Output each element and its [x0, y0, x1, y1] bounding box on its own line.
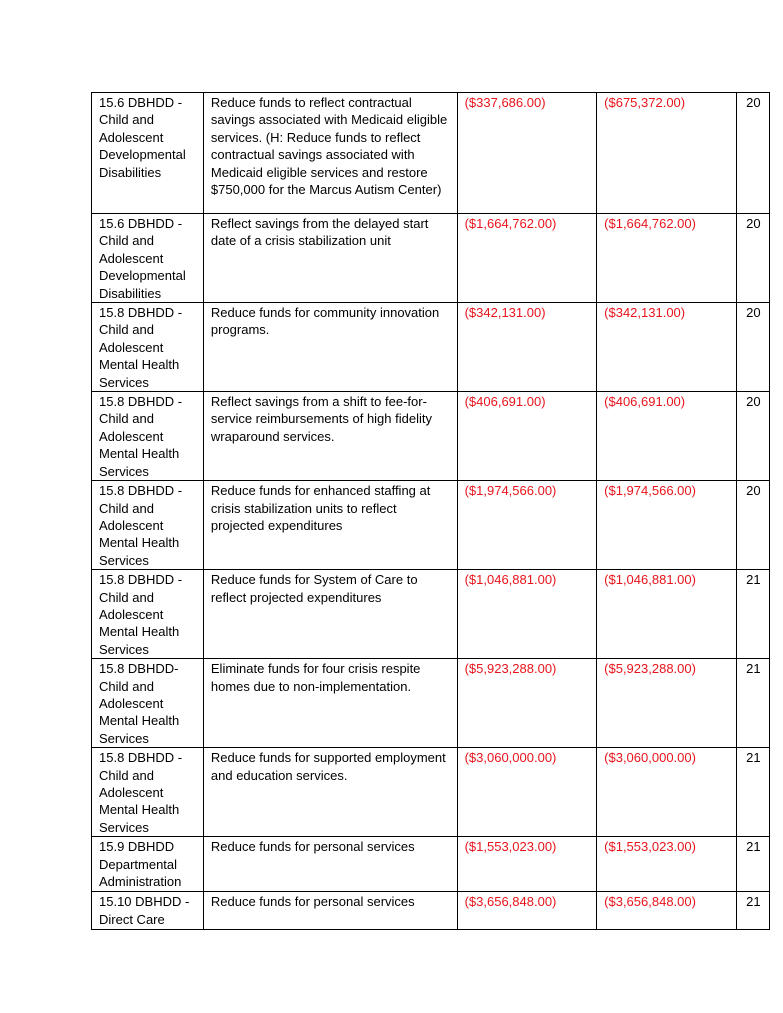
amount-2-cell: ($1,974,566.00): [597, 481, 737, 570]
page-number-cell: 20: [736, 392, 769, 481]
budget-table: [91, 92, 770, 930]
description-cell: Eliminate funds for four crisis respite homes due to non-implementation.: [203, 659, 457, 748]
table-row: [92, 303, 770, 392]
table-row: [92, 392, 770, 481]
page-number-cell: 20: [736, 93, 769, 214]
page-number-cell: 21: [736, 837, 769, 892]
description-cell: Reduce funds to reflect contractual savings associated with Medicaid eligible services. (H: Reduce funds to reflect contractual savings associated with Medicaid eligible services and restore $750,000 for the Marcus Autism Center): [203, 93, 457, 214]
amount-2-cell: ($3,060,000.00): [597, 748, 737, 837]
table-row: [92, 659, 770, 748]
amount-1-cell: ($3,656,848.00): [457, 892, 597, 930]
page-number-cell: 21: [736, 659, 769, 748]
amount-1-cell: ($1,664,762.00): [457, 214, 597, 303]
program-cell: 15.8 DBHDD - Child and Adolescent Mental Health Services: [92, 392, 204, 481]
description-cell: Reduce funds for community innovation programs.: [203, 303, 457, 392]
program-cell: 15.8 DBHDD - Child and Adolescent Mental Health Services: [92, 570, 204, 659]
amount-1-cell: ($1,553,023.00): [457, 837, 597, 892]
page-number-cell: 20: [736, 214, 769, 303]
program-cell: 15.8 DBHDD - Child and Adolescent Mental Health Services: [92, 303, 204, 392]
description-cell: Reduce funds for supported employment and education services.: [203, 748, 457, 837]
amount-2-cell: ($342,131.00): [597, 303, 737, 392]
page-number-cell: 21: [736, 892, 769, 930]
page-number-cell: 20: [736, 303, 769, 392]
program-cell: 15.8 DBHDD- Child and Adolescent Mental Health Services: [92, 659, 204, 748]
amount-1-cell: ($337,686.00): [457, 93, 597, 214]
program-cell: 15.9 DBHDD Departmental Administration: [92, 837, 204, 892]
description-cell: Reduce funds for personal services: [203, 892, 457, 930]
page-number-cell: 21: [736, 570, 769, 659]
amount-2-cell: ($1,553,023.00): [597, 837, 737, 892]
description-cell: Reduce funds for personal services: [203, 837, 457, 892]
amount-1-cell: ($1,046,881.00): [457, 570, 597, 659]
table-row: [92, 837, 770, 892]
table-row: [92, 570, 770, 659]
amount-1-cell: ($3,060,000.00): [457, 748, 597, 837]
program-cell: 15.8 DBHDD - Child and Adolescent Mental Health Services: [92, 748, 204, 837]
page-number-cell: 20: [736, 481, 769, 570]
table-row: [92, 748, 770, 837]
amount-1-cell: ($406,691.00): [457, 392, 597, 481]
description-cell: Reflect savings from the delayed start date of a crisis stabilization unit: [203, 214, 457, 303]
amount-2-cell: ($1,046,881.00): [597, 570, 737, 659]
amount-2-cell: ($3,656,848.00): [597, 892, 737, 930]
description-cell: Reduce funds for System of Care to reflect projected expenditures: [203, 570, 457, 659]
amount-2-cell: ($5,923,288.00): [597, 659, 737, 748]
description-cell: Reduce funds for enhanced staffing at crisis stabilization units to reflect projected expenditures: [203, 481, 457, 570]
program-cell: 15.6 DBHDD - Child and Adolescent Developmental Disabilities: [92, 93, 204, 214]
amount-2-cell: ($1,664,762.00): [597, 214, 737, 303]
program-cell: 15.10 DBHDD - Direct Care: [92, 892, 204, 930]
table-row: [92, 93, 770, 214]
description-cell: Reflect savings from a shift to fee-for-service reimbursements of high fidelity wraparound services.: [203, 392, 457, 481]
document-page: [91, 92, 770, 930]
program-cell: 15.8 DBHDD - Child and Adolescent Mental Health Services: [92, 481, 204, 570]
table-row: [92, 892, 770, 930]
amount-2-cell: ($406,691.00): [597, 392, 737, 481]
amount-1-cell: ($342,131.00): [457, 303, 597, 392]
table-row: [92, 214, 770, 303]
amount-2-cell: ($675,372.00): [597, 93, 737, 214]
table-row: [92, 481, 770, 570]
amount-1-cell: ($1,974,566.00): [457, 481, 597, 570]
page-number-cell: 21: [736, 748, 769, 837]
amount-1-cell: ($5,923,288.00): [457, 659, 597, 748]
program-cell: 15.6 DBHDD - Child and Adolescent Developmental Disabilities: [92, 214, 204, 303]
